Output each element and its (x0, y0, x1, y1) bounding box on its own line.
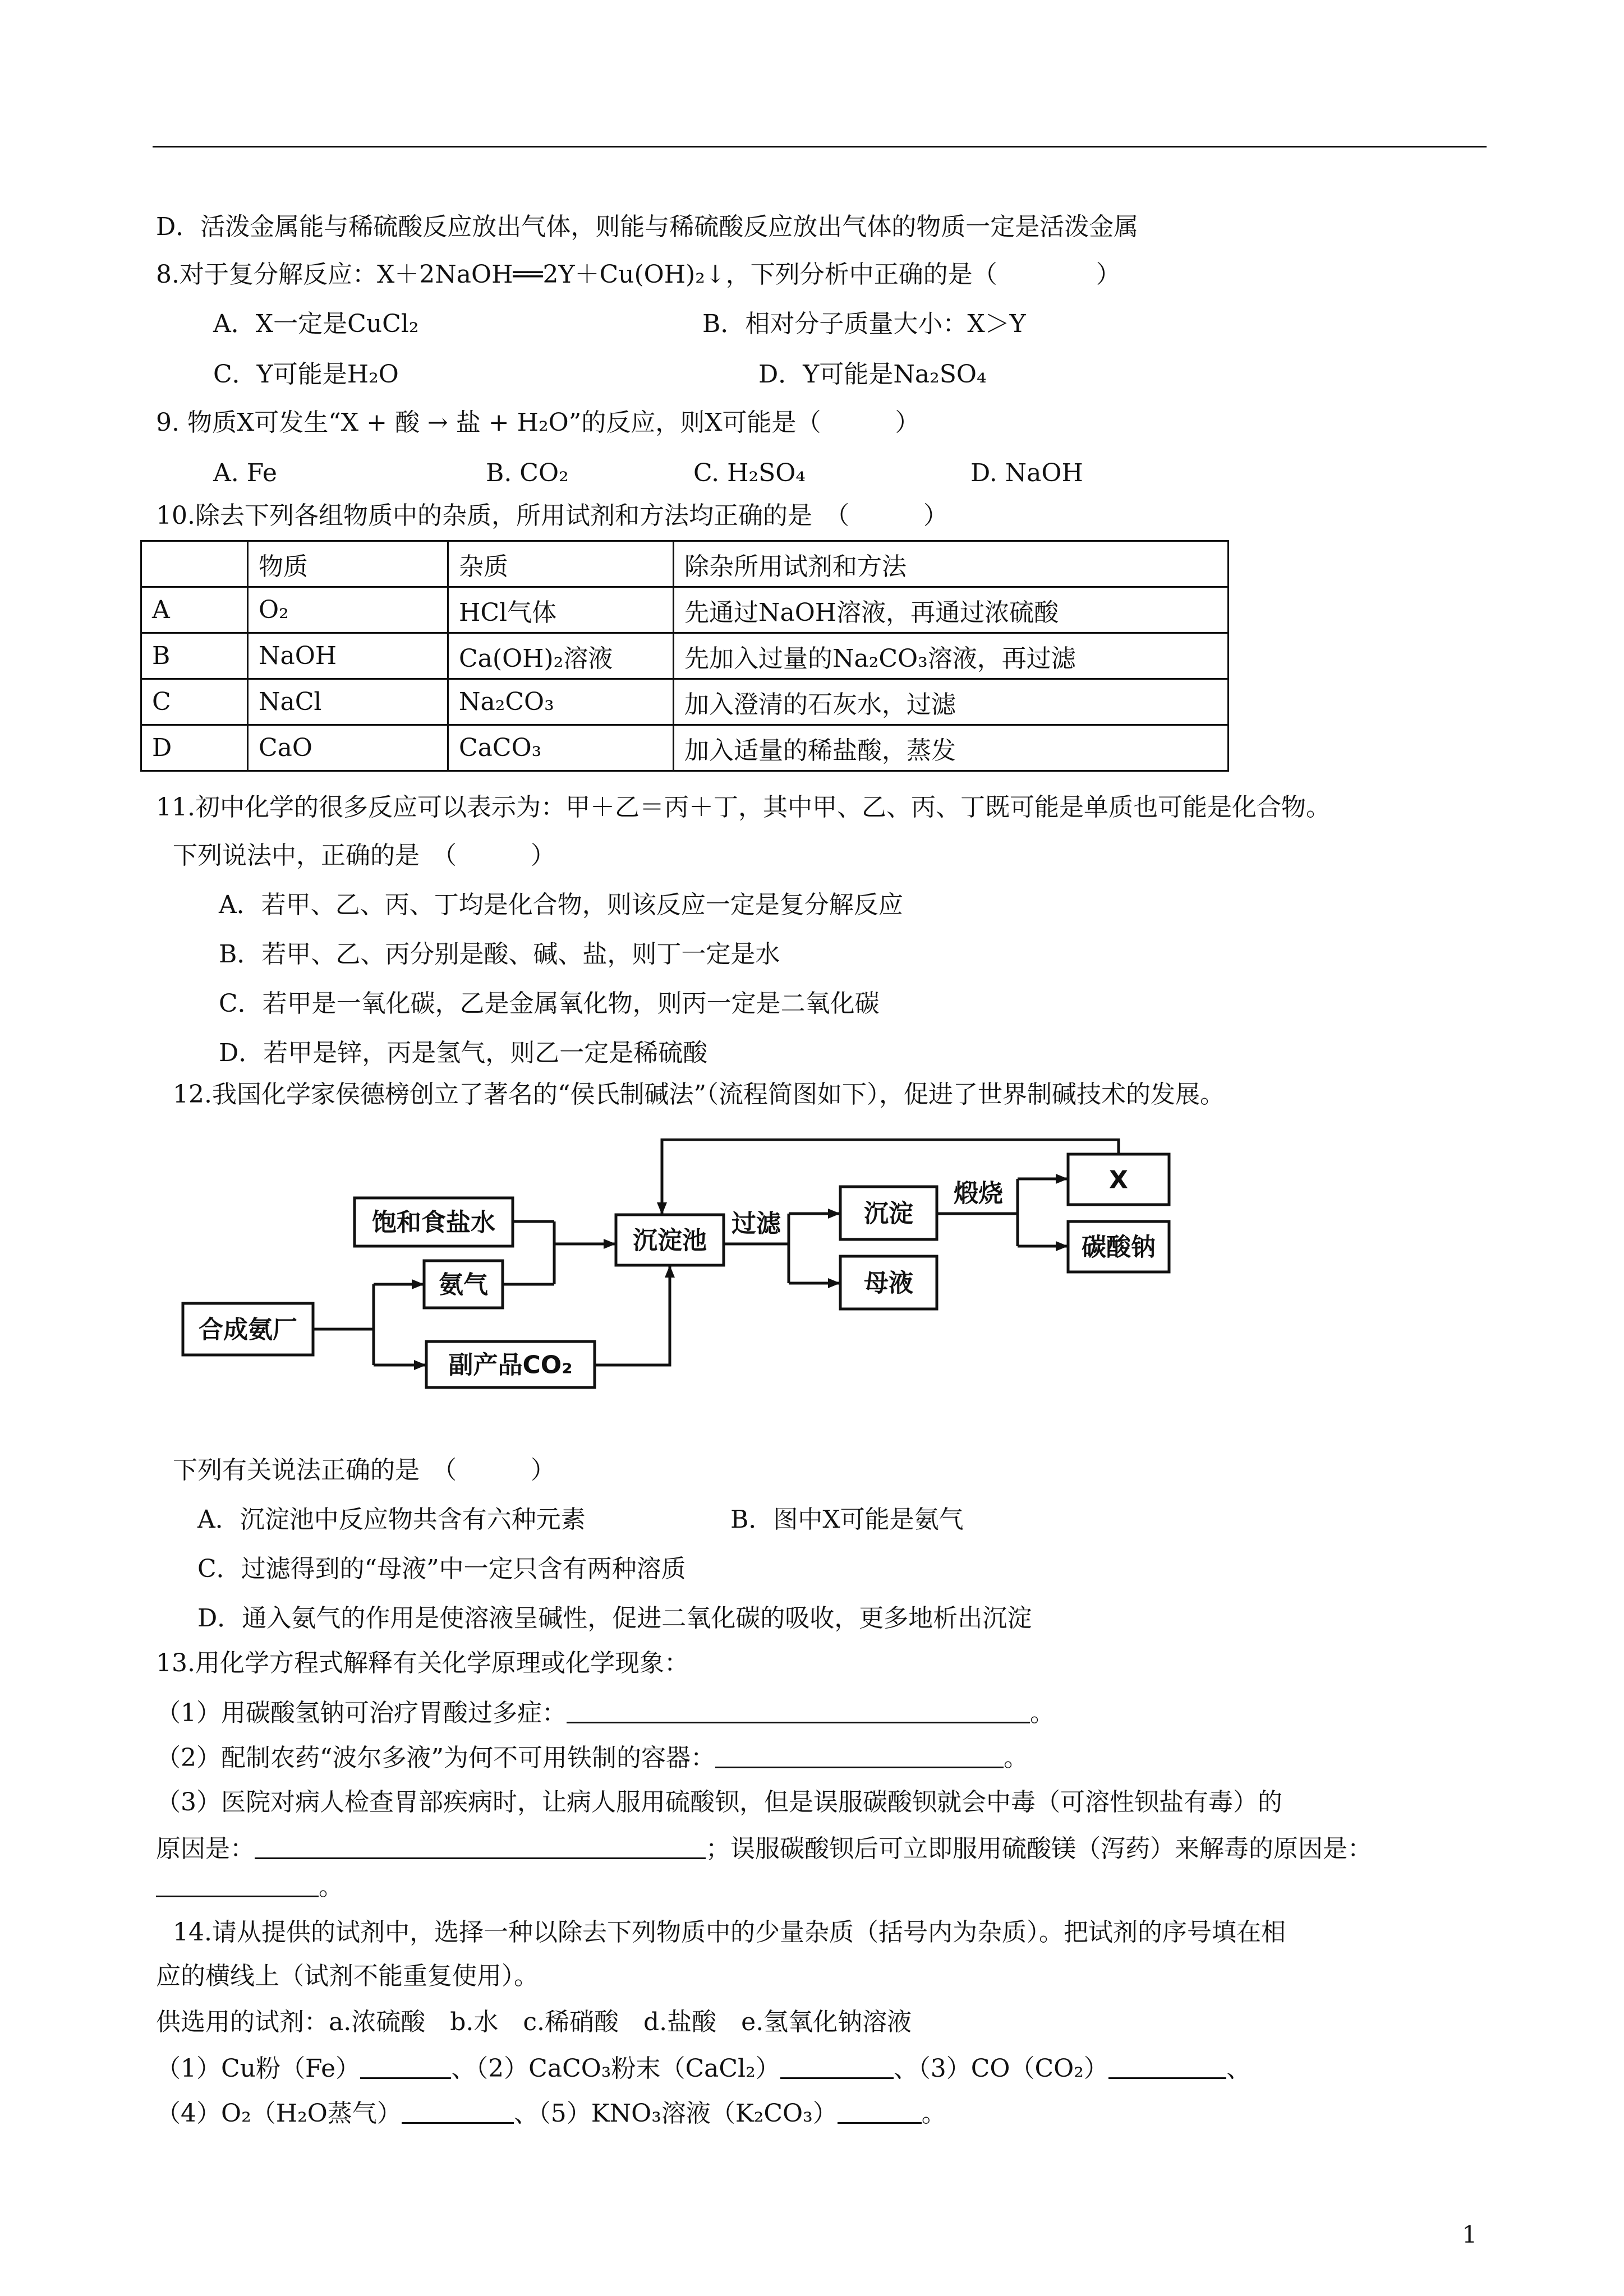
q13-part-1 (156, 1699, 1055, 1726)
label-x: X (1109, 1165, 1128, 1195)
label-brine: 饱和食盐水 (372, 1208, 495, 1237)
q12-stem: 12.我国化学家侯德榜创立了著名的“侯氏制碱法”（流程简图如下），促进了世界制碱技术的发展。 (173, 1080, 1225, 1109)
header-rule (153, 146, 1487, 147)
q8-option-d: D．Y可能是Na₂SO₄ (758, 360, 987, 389)
q12-option-a: A．沉淀池中反应物共含有六种元素 (197, 1505, 586, 1534)
q12-option-c: C．过滤得到的“母液”中一定只含有两种溶质 (197, 1555, 686, 1583)
q14-item-4: （4）O₂（H₂O蒸气） (156, 2099, 402, 2128)
table-cell: O₂ (248, 587, 448, 633)
table-cell: Na₂CO₃ (448, 679, 674, 725)
q9-option-d: D. NaOH (970, 459, 1083, 487)
table-cell: HCl气体 (448, 587, 674, 633)
table-header-cell: 除杂所用试剂和方法 (674, 541, 1229, 587)
label-ammonia: 氨气 (439, 1270, 488, 1299)
q13-part-3-reason-label: 原因是： (156, 1834, 255, 1863)
period: 。 (1030, 1699, 1055, 1727)
q11-option-a: A．若甲、乙、丙、丁均是化合物，则该反应一定是复分解反应 (219, 891, 903, 919)
flowchart-svg (180, 1138, 1189, 1408)
q14-items-row-2 (156, 2100, 946, 2126)
q13-part-3-end (156, 1873, 343, 1899)
label-calcine: 煅烧 (954, 1179, 1003, 1208)
q11-option-b: B．若甲、乙、丙分别是酸、碱、盐，则丁一定是水 (219, 940, 780, 969)
table-row (141, 725, 1229, 771)
q13-part-1-text: （1）用碳酸氢钠可治疗胃酸过多症： (156, 1699, 567, 1727)
q14-reagents: 供选用的试剂：a.浓硫酸 b.水 c.稀硝酸 d.盐酸 e.氢氧化钠溶液 (156, 2008, 912, 2036)
answer-blank[interactable] (360, 2055, 451, 2079)
label-ammonia-plant: 合成氨厂 (199, 1315, 297, 1344)
table-row (141, 633, 1229, 679)
table-cell: B (141, 633, 248, 679)
answer-blank[interactable] (402, 2100, 514, 2124)
table-cell: 先加入过量的Na₂CO₃溶液，再过滤 (674, 633, 1229, 679)
answer-blank[interactable] (255, 1835, 706, 1859)
q14-stem: 14.请从提供的试剂中，选择一种以除去下列物质中的少量杂质（括号内为杂质）。把试剂的序号填在相 (173, 1918, 1286, 1947)
q14-stem-cont: 应的横线上（试剂不能重复使用）。 (156, 1962, 539, 1990)
q13-part-3-followup: ；误服碳酸钡后可立即服用硫酸镁（泻药）来解毒的原因是： (706, 1834, 1372, 1863)
q9-option-a: A. Fe (213, 459, 277, 487)
q9-stem: 9. 物质X可发生“X + 酸 → 盐 + H₂O”的反应，则X可能是（ ） (156, 408, 920, 437)
answer-blank[interactable] (780, 2055, 894, 2079)
table-header-cell: 杂质 (448, 541, 674, 587)
label-precip-tank: 沉淀池 (633, 1226, 707, 1255)
q13-part-3: （3）医院对病人检查胃部疾病时，让病人服用硫酸钡，但是误服碳酸钡就会中毒（可溶性钡盐有毒）的 (156, 1788, 1282, 1816)
arrow-co2-into-tank (595, 1266, 670, 1365)
period: 。 (319, 1873, 343, 1901)
q13-part-2-text: （2）配制农药“波尔多液”为何不可用铁制的容器： (156, 1744, 715, 1772)
q9-option-b: B. CO₂ (486, 459, 569, 487)
q8-stem: 8.对于复分解反应：X＋2NaOH══2Y＋Cu(OH)₂↓，下列分析中正确的是（ ） (156, 260, 1121, 289)
table-cell: D (141, 725, 248, 771)
q11-stem-cont: 下列说法中，正确的是 （ ） (173, 841, 555, 870)
q11-option-c: C．若甲是一氧化碳，乙是金属氧化物，则丙一定是二氧化碳 (219, 989, 880, 1018)
table-cell: NaOH (248, 633, 448, 679)
answer-blank[interactable] (838, 2100, 922, 2124)
q7-option-d: D．活泼金属能与稀硫酸反应放出气体，则能与稀硫酸反应放出气体的物质一定是活泼金属 (156, 213, 1139, 241)
label-filter: 过滤 (732, 1209, 781, 1238)
label-precipitate: 沉淀 (864, 1199, 913, 1228)
q11-stem: 11.初中化学的很多反应可以表示为：甲＋乙＝丙＋丁，其中甲、乙、丙、丁既可能是单质也可能是化合物。 (156, 793, 1331, 822)
table-header-cell (141, 541, 248, 587)
answer-blank[interactable] (567, 1699, 1030, 1723)
q8-option-a: A．X一定是CuCl₂ (213, 310, 419, 338)
q8-option-b: B．相对分子质量大小：X＞Y (702, 310, 1026, 338)
label-soda: 碳酸钠 (1082, 1233, 1156, 1262)
table-row (141, 587, 1229, 633)
table-cell: C (141, 679, 248, 725)
table-header-cell: 物质 (248, 541, 448, 587)
table-cell: NaCl (248, 679, 448, 725)
q12-option-d: D．通入氨气的作用是使溶液呈碱性，促进二氧化碳的吸收，更多地析出沉淀 (197, 1604, 1032, 1633)
q13-stem: 13.用化学方程式解释有关化学原理或化学现象： (156, 1649, 689, 1677)
q14-item-1: （1）Cu粉（Fe） (156, 2054, 361, 2083)
table-cell: CaO (248, 725, 448, 771)
q14-item-3: 、（3）CO（CO₂） (893, 2054, 1108, 2083)
page-number: 1 (1462, 2221, 1477, 2248)
q14-items-row-1 (156, 2055, 1251, 2081)
table-cell: Ca(OH)₂溶液 (448, 633, 674, 679)
answer-blank[interactable] (715, 1744, 1004, 1768)
period: 。 (921, 2099, 946, 2128)
impurity-table (140, 540, 1229, 772)
q14-item-2: 、（2）CaCO₃粉末（CaCl₂） (451, 2054, 780, 2083)
q9-option-c: C. H₂SO₄ (693, 459, 806, 487)
label-co2: 副产品CO₂ (448, 1350, 573, 1380)
q13-part-2 (156, 1744, 1028, 1771)
period: 。 (1003, 1744, 1028, 1772)
q13-part-3-cont (156, 1835, 1372, 1861)
answer-blank[interactable] (1108, 2055, 1226, 2079)
answer-blank[interactable] (156, 1873, 319, 1897)
label-mother-liquor: 母液 (864, 1269, 913, 1298)
table-cell: 先通过NaOH溶液，再通过浓硫酸 (674, 587, 1229, 633)
q12-option-b: B．图中X可能是氨气 (730, 1505, 964, 1534)
q11-option-d: D．若甲是锌，丙是氢气，则乙一定是稀硫酸 (219, 1039, 708, 1067)
table-cell: 加入澄清的石灰水，过滤 (674, 679, 1229, 725)
table-cell: CaCO₃ (448, 725, 674, 771)
separator: 、 (1226, 2054, 1251, 2083)
table-row (141, 679, 1229, 725)
hou-soda-flowchart (180, 1138, 1189, 1408)
q12-question: 下列有关说法正确的是 （ ） (173, 1456, 555, 1484)
q10-stem: 10.除去下列各组物质中的杂质，所用试剂和方法均正确的是 （ ） (156, 501, 948, 530)
table-cell: A (141, 587, 248, 633)
q8-option-c: C．Y可能是H₂O (213, 360, 399, 389)
table-cell: 加入适量的稀盐酸，蒸发 (674, 725, 1229, 771)
table-header-row (141, 541, 1229, 587)
q14-item-5: 、（5）KNO₃溶液（K₂CO₃） (513, 2099, 838, 2128)
